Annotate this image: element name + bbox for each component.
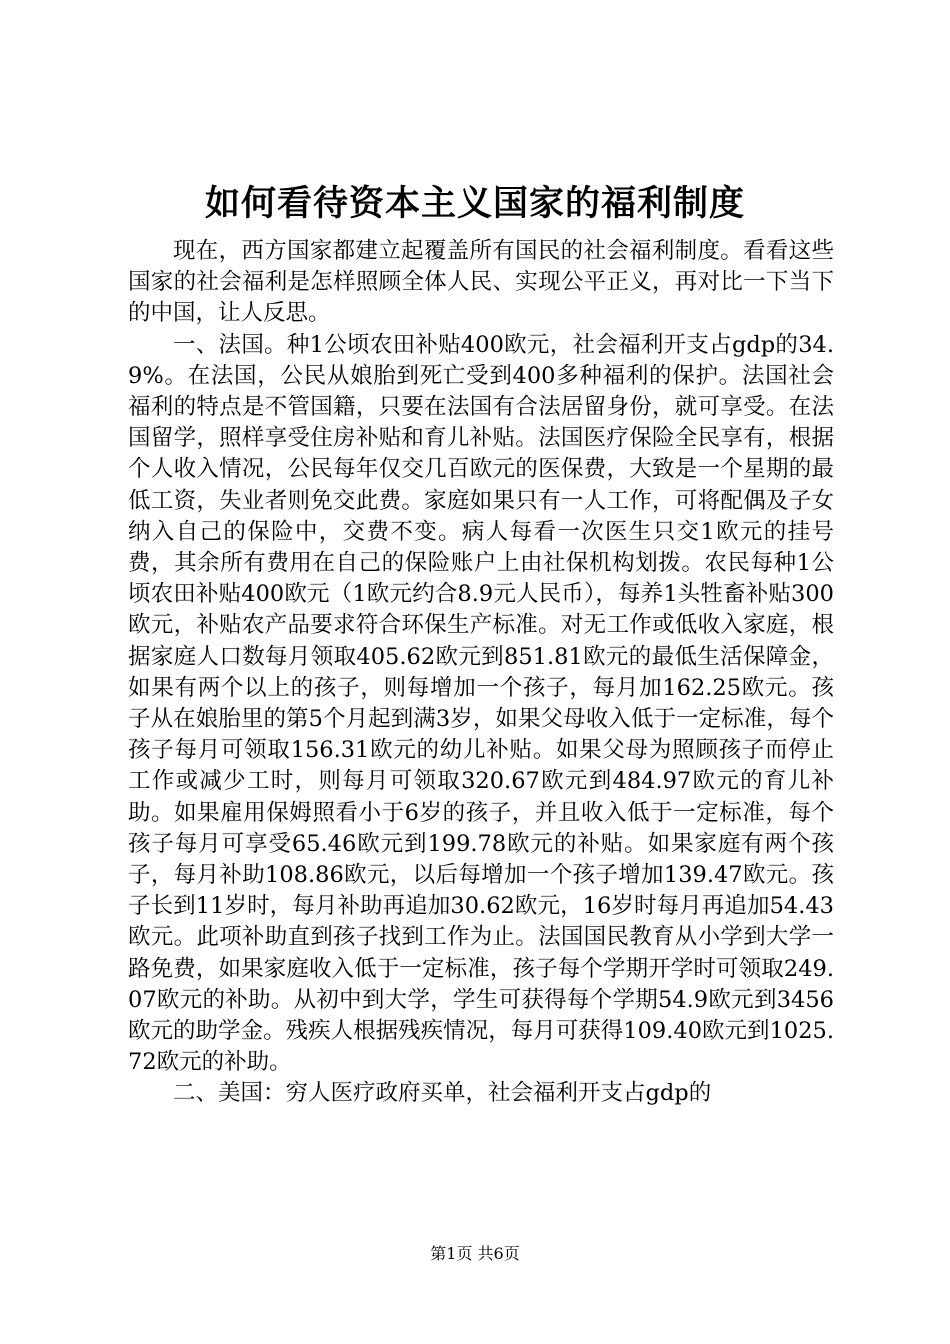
page-number-footer: 第1页 共6页: [430, 1244, 520, 1263]
paragraph-intro: 现在，西方国家都建立起覆盖所有国民的社会福利制度。看看这些国家的社会福利是怎样照顾全体人民、实现公平正义，再对比一下当下的中国，让人反思。: [128, 238, 834, 327]
document-title: 如何看待资本主义国家的福利制度: [204, 183, 745, 224]
paragraph-usa: 二、美国：穷人医疗政府买单，社会福利开支占gdp的: [173, 1080, 712, 1107]
document-body: [128, 236, 834, 1110]
paragraph-france: 一、法国。种1公顷农田补贴400欧元，社会福利开支占gdp的34.9%。在法国，公民从娘胎到死亡受到400多种福利的保护。法国社会福利的特点是不管国籍，只要在法国有合法居留身份，就可享受。在法国留学，照样享受住房补贴和育儿补贴。法国医疗保险全民享有，根据个人收入情况，公民每年仅交几百欧元的医保费，大致是一个星期的最低工资，失业者则免交此费。家庭如果只有一人工作，可将配偶及子女纳入自己的保险中，交费不变。病人每看一次医生只交1欧元的挂号费，其余所有费用在自己的保险账户上由社保机构划拨。农民每种1公顷农田补贴400欧元（1欧元约合8.9元人民币），每养1头牲畜补贴300欧元，补贴农产品要求符合环保生产标准。对无工作或低收入家庭，根据家庭人口数每月领取405.62欧元到851.81欧元的最低生活保障金，如果有两个以上的孩子，则每增加一个孩子，每月加162.25欧元。孩子从在娘胎里的第5个月起到满3岁，如果父母收入低于一定标准，每个孩子每月可领取156.31欧元的幼儿补贴。如果父母为照顾孩子而停止工作或减少工时，则每月可领取320.67欧元到484.97欧元的育儿补助。如果雇用保姆照看小于6岁的孩子，并且收入低于一定标准，每个孩子每月可享受65.46欧元到199.78欧元的补贴。如果家庭有两个孩子，每月补助108.86欧元，以后每增加一个孩子增加139.47欧元。孩子长到11岁时，每月补助再追加30.62欧元，16岁时每月再追加54.43欧元。此项补助直到孩子找到工作为止。法国国民教育从小学到大学一路免费，如果家庭收入低于一定标准，孩子每个学期开学时可领取249.07欧元的补助。从初中到大学，学生可获得每个学期54.9欧元到3456欧元的助学金。残疾人根据残疾情况，每月可获得109.40欧元到1025.72欧元的补助。: [128, 331, 834, 1076]
